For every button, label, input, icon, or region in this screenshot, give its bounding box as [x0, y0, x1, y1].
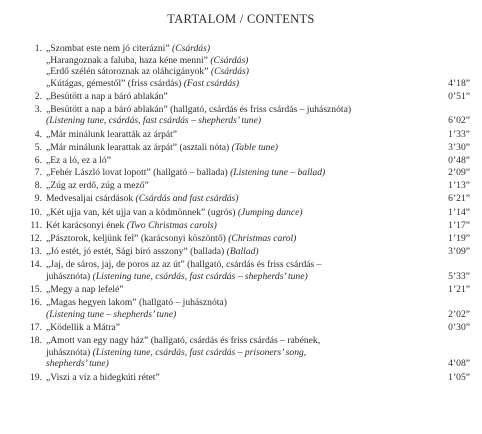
track-duration: 4’08” [448, 358, 470, 370]
track-title [46, 167, 410, 179]
track-title [46, 372, 410, 384]
english-description: (Csárdás) [172, 43, 211, 54]
hungarian-title: „Ez a ló, ez a ló” [46, 154, 111, 166]
track-title-line [46, 309, 410, 321]
english-description: (Fast csárdás) [183, 77, 240, 89]
track-number: 15. [30, 283, 42, 295]
track-title-line [46, 129, 410, 141]
hungarian-title: „Besütött a nap a báró ablakán” [46, 90, 168, 102]
track-item [0, 142, 482, 154]
hungarian-title: „Viszi a víz a hidegkúti rétet” [46, 371, 160, 383]
track-title [46, 43, 410, 89]
track-title-line [46, 347, 410, 359]
track-number: 5. [34, 141, 42, 153]
hungarian-title: „Már minálunk learattak az árpát” (asztali nóta) [46, 141, 232, 153]
track-title-line [46, 297, 410, 309]
hungarian-title: juhásznóta) [46, 346, 93, 358]
track-title [46, 91, 410, 103]
track-duration: 3’09” [448, 246, 470, 257]
track-item [0, 180, 482, 192]
track-item [0, 335, 482, 370]
hungarian-title: „Magas hegyen lakom” (hallgató – juhásznóta) [46, 296, 227, 308]
english-description: (Table tune) [231, 141, 278, 153]
track-title-line [46, 55, 410, 67]
track-number: 10. [30, 206, 42, 218]
english-description: (Two Christmas carols) [126, 219, 217, 231]
track-title [46, 246, 410, 258]
track-item [0, 259, 482, 282]
hungarian-title: „Pásztorok, keljünk fel” (karácsonyi köszöntő) [46, 233, 229, 245]
hungarian-title: „Szombat este nem jó citerázni” [46, 43, 172, 54]
track-duration: 1’17” [448, 219, 470, 231]
track-number: 16. [30, 296, 42, 308]
track-item [0, 91, 482, 103]
track-duration: 0’30” [448, 321, 470, 333]
track-title-line [46, 155, 410, 167]
track-title-line [46, 271, 410, 283]
track-number: 12. [30, 233, 42, 245]
english-description: (Csárdás and fast csárdás) [135, 193, 239, 205]
track-duration: 6’21” [448, 193, 470, 205]
track-title [46, 142, 410, 154]
track-title [46, 297, 410, 320]
english-description: (Listening tune, csárdás, fast csárdás – shepherds’ tune) [46, 115, 262, 127]
track-duration: 6’02” [448, 115, 470, 127]
track-number: 17. [30, 321, 42, 333]
track-number: 11. [30, 219, 42, 231]
track-item [0, 322, 482, 334]
track-item [0, 167, 482, 179]
track-number: 9. [34, 193, 42, 205]
hungarian-title: „Besütött a nap a báró ablakán” (hallgató, csárdás és friss csárdás – juhásznóta) [46, 103, 352, 115]
track-item [0, 372, 482, 384]
english-description: (Ballad) [226, 246, 259, 257]
track-duration: 1’05” [448, 371, 470, 383]
track-title-line [46, 358, 410, 370]
track-title-line [46, 207, 410, 219]
track-duration: 1’33” [448, 128, 470, 140]
track-item [0, 284, 482, 296]
hungarian-title: „Zúg az erdő, zúg a mező” [46, 180, 149, 192]
hungarian-title: „Kútágas, gémestől” (friss csárdás) [46, 77, 184, 89]
track-number: 6. [34, 154, 42, 166]
track-item [0, 233, 482, 245]
track-number: 13. [30, 246, 42, 257]
track-item [0, 43, 482, 89]
track-number: 19. [30, 371, 42, 383]
english-description: (Csárdás) [210, 66, 249, 78]
track-number: 2. [34, 90, 42, 102]
track-title [46, 233, 410, 245]
track-title-line [46, 284, 410, 296]
hungarian-title: „Már minálunk learatták az árpát” [46, 128, 178, 140]
track-title-line [46, 167, 410, 179]
english-description: shepherds’ tune) [46, 358, 109, 370]
track-number: 14. [30, 258, 42, 270]
track-number: 7. [34, 167, 42, 179]
track-title-line [46, 259, 410, 271]
track-item [0, 297, 482, 320]
english-description: (Jumping dance) [237, 206, 303, 218]
track-title [46, 155, 410, 167]
track-item [0, 129, 482, 141]
track-title-line [46, 322, 410, 334]
track-duration: 0’48” [448, 154, 470, 166]
english-description: (Christmas carol) [228, 233, 297, 245]
track-title [46, 104, 410, 127]
page-title: TARTALOM / CONTENTS [167, 12, 315, 26]
track-title-line [46, 104, 410, 116]
track-title-line [46, 335, 410, 347]
track-title [46, 284, 410, 296]
hungarian-title: „Amott van egy nagy ház” (hallgató, csárdás és friss csárdás – rabének, [46, 335, 321, 347]
track-duration: 1’19” [448, 233, 470, 245]
track-title [46, 335, 410, 370]
track-title [46, 220, 410, 232]
track-duration: 4’18” [448, 77, 470, 89]
track-title [46, 322, 410, 334]
track-title [46, 207, 410, 219]
track-duration: 1’21” [448, 283, 470, 295]
track-title-line [46, 115, 410, 127]
track-item [0, 220, 482, 232]
track-item [0, 104, 482, 127]
hungarian-title: „Harangoznak a faluba, haza kéne menni” [46, 54, 211, 66]
track-duration: 0’51” [448, 90, 470, 102]
track-number: 18. [30, 335, 42, 347]
track-number: 1. [34, 43, 42, 54]
hungarian-title: „Erdő szélén sátoroznak az oláhcigányok” [46, 66, 211, 78]
track-title-line [46, 78, 410, 90]
track-duration: 1’13” [448, 180, 470, 192]
track-number: 8. [34, 180, 42, 192]
track-duration: 2’02” [448, 308, 470, 320]
track-title-line [46, 66, 410, 78]
track-number: 4. [34, 128, 42, 140]
track-item [0, 246, 482, 258]
hungarian-title: juhásznóta) [46, 270, 93, 282]
track-title-line [46, 220, 410, 232]
track-duration: 2’09” [448, 167, 470, 179]
track-item [0, 207, 482, 219]
english-description: (Listening tune – shepherds’ tune) [46, 308, 177, 320]
hungarian-title: „Megy a nap lefelé” [46, 283, 124, 295]
hungarian-title: „Jó estét, jó estét, Sági bíró asszony” (ballada) [46, 246, 227, 257]
track-title-line [46, 246, 410, 258]
track-item [0, 155, 482, 167]
english-description: (Listening tune – ballad) [230, 167, 326, 179]
track-title-line [46, 43, 410, 55]
english-description: (Listening tune, csárdás, fast csárdás – prisoners’ song, [92, 346, 307, 358]
track-title [46, 259, 410, 282]
track-title [46, 193, 410, 205]
hungarian-title: „Jaj, de sáros, jaj, de poros az az út” (hallgató, csárdás és friss csárdás – [46, 258, 322, 270]
hungarian-title: „Fehér László lovat lopott” (hallgató – ballada) [46, 167, 231, 179]
track-title-line [46, 372, 410, 384]
track-title-line [46, 91, 410, 103]
track-duration: 3’30” [448, 141, 470, 153]
hungarian-title: Két karácsonyi ének [46, 219, 127, 231]
english-description: (Csárdás) [210, 54, 249, 66]
hungarian-title: „Ködellik a Mátra” [46, 321, 121, 333]
track-number: 3. [34, 103, 42, 115]
hungarian-title: Medvesaljai csárdások [46, 193, 136, 205]
track-title-line [46, 180, 410, 192]
track-duration: 1’14” [448, 206, 470, 218]
track-list [0, 43, 482, 383]
track-item [0, 193, 482, 205]
hungarian-title: „Két ujja van, két ujja van a ködmönnek” (ugrós) [46, 206, 238, 218]
track-title [46, 180, 410, 192]
track-title [46, 129, 410, 141]
track-title-line [46, 193, 410, 205]
track-duration: 5’33” [448, 270, 470, 282]
track-title-line [46, 233, 410, 245]
english-description: (Listening tune, csárdás, fast csárdás – shepherds’ tune) [92, 270, 308, 282]
track-title-line [46, 142, 410, 154]
